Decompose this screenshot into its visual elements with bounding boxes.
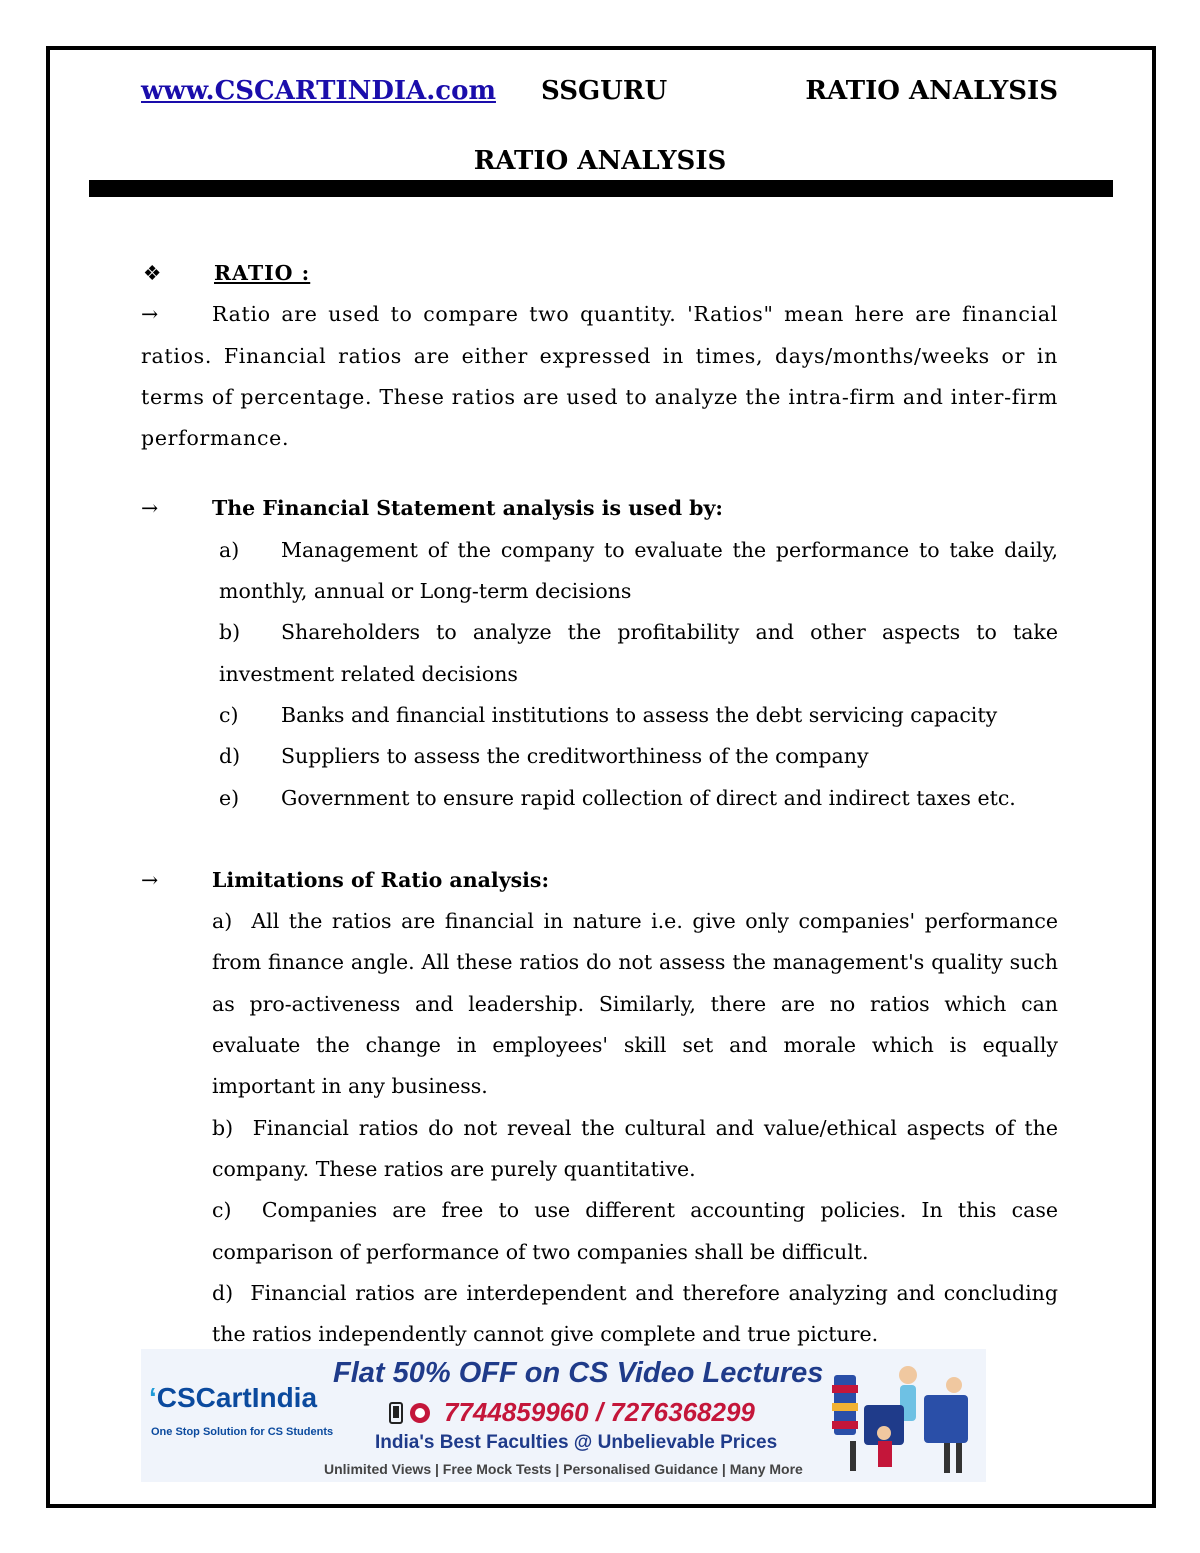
brand-logo	[149, 1382, 317, 1414]
faculties-line: India's Best Faculties @ Unbelievable Prices	[375, 1432, 778, 1453]
diamond-bullet-icon: ❖	[143, 261, 162, 285]
arrow-icon: →	[141, 302, 159, 327]
list-item	[212, 1273, 1058, 1356]
limitations-heading: Limitations of Ratio analysis:	[212, 867, 550, 892]
limitations-heading-row	[141, 860, 1058, 901]
users-heading-row	[141, 488, 1058, 529]
item-text: All the ratios are financial in nature i.e. give only companies' performance from finance angle. All these ratios do not assess the management's quality such as pro-activeness and leadership. Similarly, there are no ratios which can evaluate the change in employees' skill set and morale which is equally important in any business.	[212, 909, 1058, 1099]
list-item	[219, 612, 1058, 695]
website-link[interactable]: www.CSCARTINDIA.com	[141, 76, 496, 106]
item-label: e)	[219, 785, 240, 810]
list-item	[212, 1190, 1058, 1273]
list-item	[212, 1108, 1058, 1191]
brand-tagline: One Stop Solution for CS Students	[151, 1426, 334, 1438]
list-item	[219, 736, 1058, 777]
list-item	[212, 901, 1058, 1107]
item-text: Shareholders to analyze the profitability and other aspects to take investment related decisions	[219, 620, 1058, 686]
item-label: d)	[219, 744, 241, 769]
ratio-heading-row	[141, 253, 1058, 294]
promo-banner[interactable]	[141, 1349, 986, 1482]
item-text: Companies are free to use different accounting policies. In this case comparison of performance of two companies shall be difficult.	[212, 1198, 1058, 1264]
page-title: RATIO ANALYSIS	[473, 146, 727, 176]
item-text: Financial ratios are interdependent and therefore analyzing and concluding the ratios independently cannot give complete and true picture.	[212, 1280, 1058, 1347]
header-brand: SSGURU	[541, 76, 668, 106]
arrow-icon: →	[141, 496, 159, 521]
phone-numbers: 7744859960 / 7276368299	[444, 1397, 755, 1427]
title-rule	[89, 180, 1113, 197]
item-label: b)	[212, 1115, 234, 1140]
header-subject: RATIO ANALYSIS	[805, 76, 1058, 106]
list-item	[219, 778, 1058, 819]
phone-row	[386, 1397, 755, 1428]
ratio-paragraph-start: Ratio are used to compare two quantity. 'Ratios" mean here are financial	[212, 302, 1058, 327]
brand-swoosh-icon: ‘	[149, 1382, 157, 1413]
item-text: Suppliers to assess the creditworthiness of the company	[281, 744, 869, 769]
users-heading: The Financial Statement analysis is used by:	[212, 496, 723, 521]
item-label: a)	[212, 909, 233, 934]
offer-headline: Flat 50% OFF on CS Video Lectures	[333, 1357, 824, 1389]
item-text: Government to ensure rapid collection of direct and indirect taxes etc.	[281, 785, 1016, 810]
ratio-heading: RATIO :	[214, 261, 311, 285]
features-line: Unlimited Views | Free Mock Tests | Personalised Guidance | Many More	[324, 1461, 803, 1477]
item-label: d)	[212, 1280, 234, 1305]
ratio-paragraph: ratios. Financial ratios are either expressed in times, days/months/weeks or in terms of percentage. These ratios are used to analyze the intra-firm and inter-firm performance.	[141, 343, 1058, 451]
brand-name: CSCartIndia	[156, 1382, 318, 1413]
item-label: c)	[219, 702, 239, 727]
limitations-list	[141, 901, 1058, 1355]
phone-whatsapp-icon	[386, 1401, 434, 1425]
item-label: b)	[219, 620, 241, 645]
item-label: a)	[219, 537, 240, 562]
document-body	[141, 256, 1058, 1355]
users-list	[141, 530, 1058, 819]
ratio-paragraph-first-line	[141, 294, 1058, 335]
item-text: Financial ratios do not reveal the cultural and value/ethical aspects of the company. These ratios are purely quantitative.	[212, 1115, 1058, 1181]
item-text: Management of the company to evaluate the performance to take daily, monthly, annual or Long-term decisions	[219, 537, 1058, 604]
item-text: Banks and financial institutions to assess the debt servicing capacity	[281, 702, 998, 727]
students-illustration-icon	[824, 1355, 984, 1479]
arrow-icon: →	[141, 867, 159, 892]
list-item	[219, 530, 1058, 613]
item-label: c)	[212, 1198, 232, 1223]
list-item	[219, 695, 1058, 736]
